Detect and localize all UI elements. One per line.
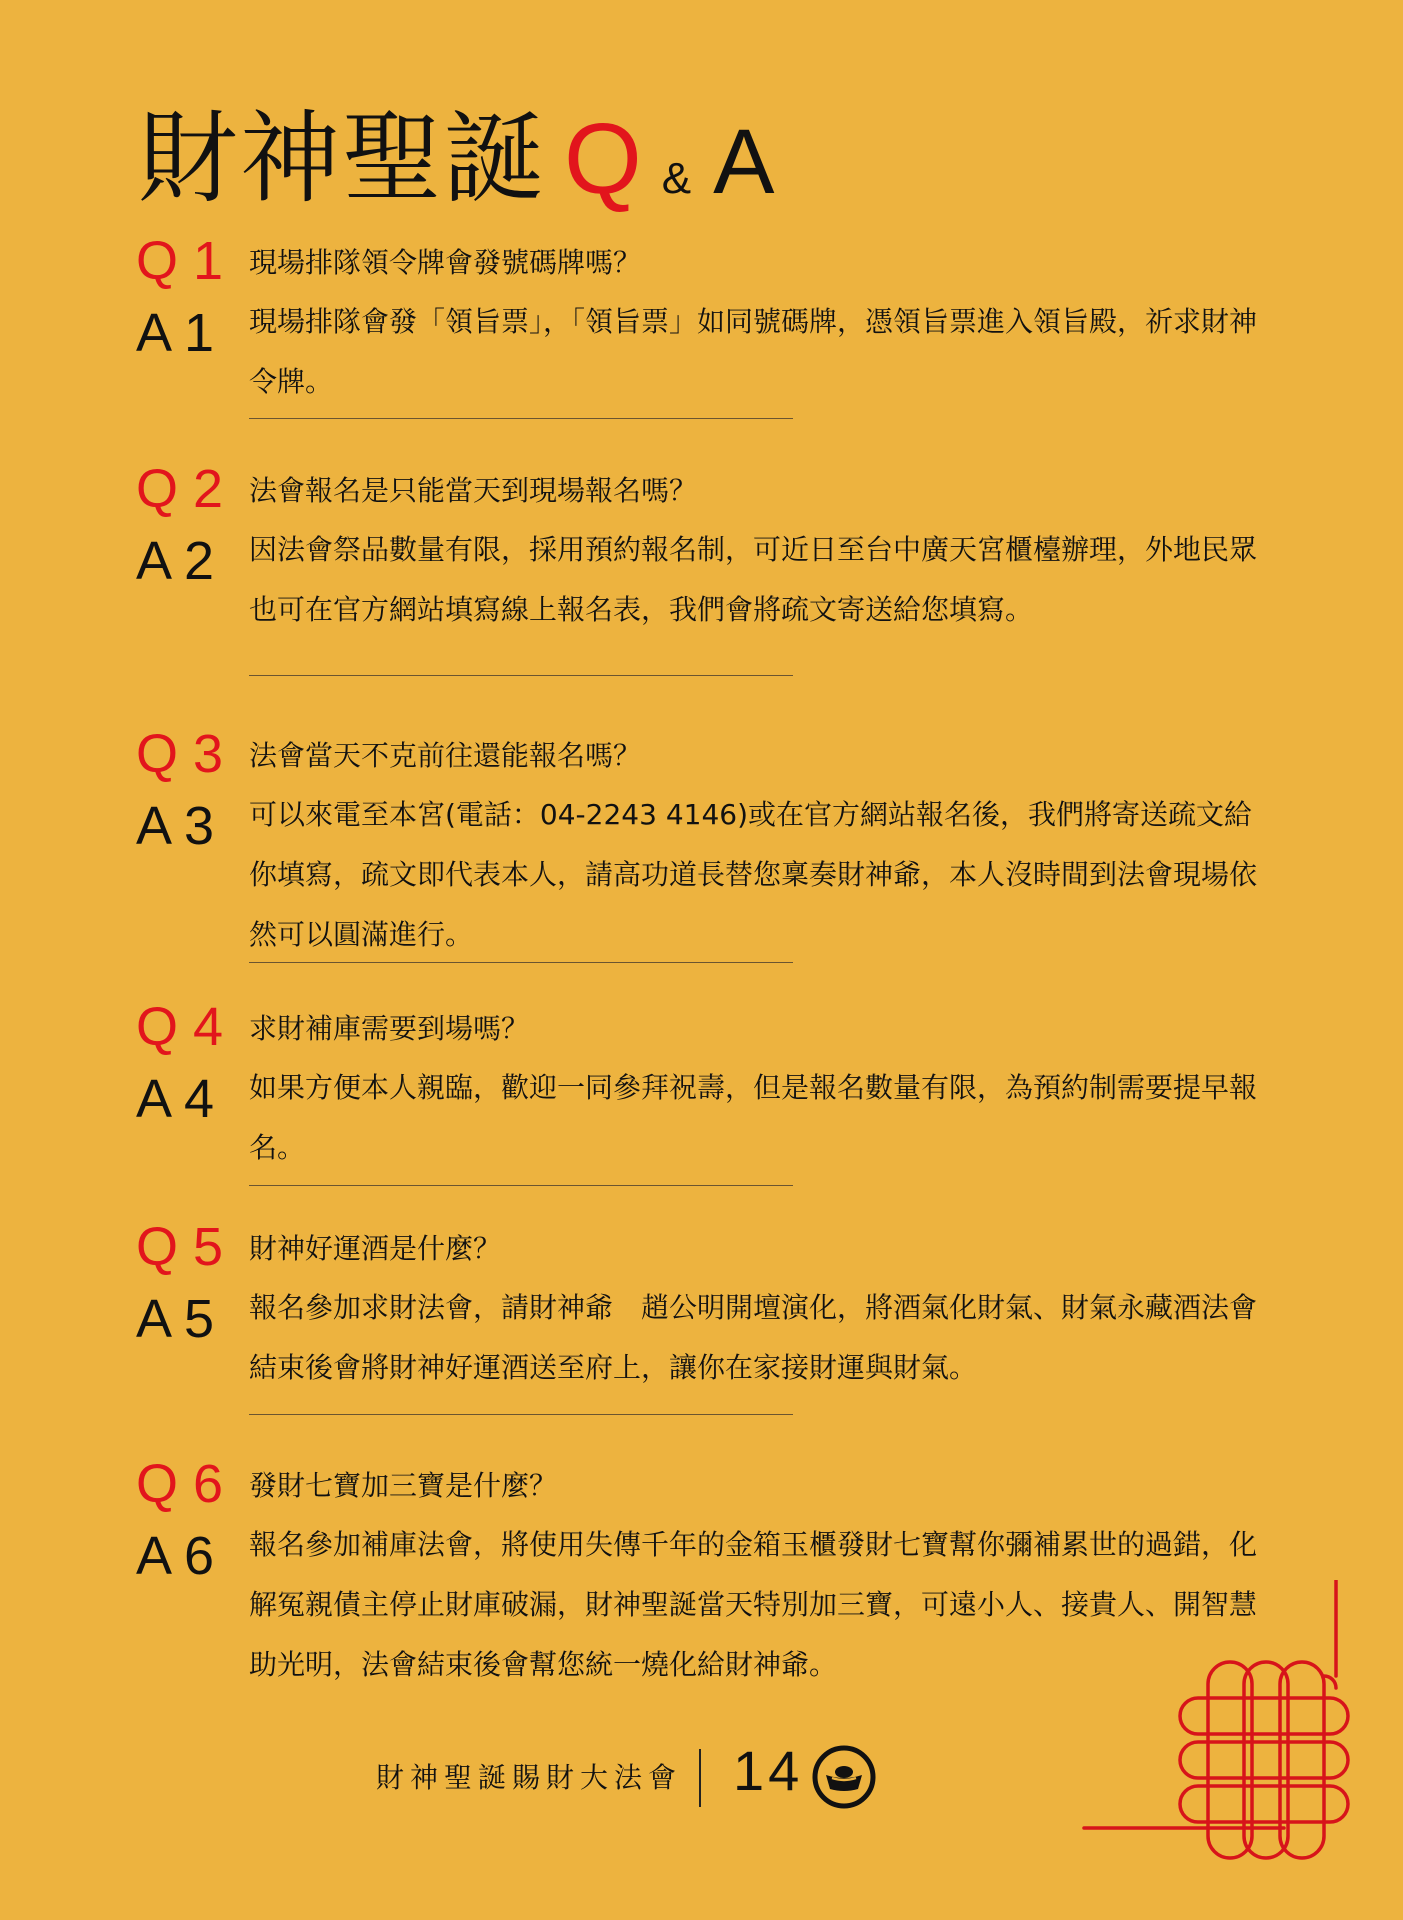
answer-text: 報名參加補庫法會，將使用失傳千年的金箱玉櫃發財七寶幫你彌補累世的過錯，化解冤親債主停止財庫破漏，財神聖誕當天特別加三寶，可遠小人、接貴人、開智慧助光明，法會結束後會幫您統一燒化給財神爺。 (249, 1528, 1258, 1681)
page-number: 14 (733, 1739, 804, 1802)
answer-label: A 3 (136, 796, 215, 856)
divider (249, 1185, 793, 1186)
question-label: Q 6 (136, 1454, 224, 1514)
question-text: 法會當天不克前往還能報名嗎？ (249, 739, 642, 772)
answer-label: A 2 (136, 531, 215, 591)
answer-label: A 1 (136, 303, 215, 363)
question-label: Q 1 (136, 231, 224, 291)
divider (249, 418, 793, 419)
title-q: Q (564, 103, 642, 215)
question-text: 發財七寶加三寶是什麼？ (249, 1469, 558, 1502)
title-amp: & (661, 154, 692, 203)
question-label: Q 2 (136, 459, 224, 519)
answer-text: 可以來電至本宮(電話：04-2243 4146)或在官方網站報名後，我們將寄送疏文給你填寫，疏文即代表本人，請高功道長替您稟奏財神爺，本人沒時間到法會現場依然可以圓滿進行。 (249, 798, 1258, 951)
question-label: Q 5 (136, 1217, 224, 1277)
answer-label: A 6 (136, 1526, 215, 1586)
page-title (138, 78, 775, 222)
question-text: 法會報名是只能當天到現場報名嗎？ (249, 474, 698, 507)
question-text: 求財補庫需要到場嗎？ (249, 1012, 530, 1045)
answer-text: 如果方便本人親臨，歡迎一同參拜祝壽，但是報名數量有限，為預約制需要提早報名。 (249, 1071, 1258, 1164)
answer-text: 報名參加求財法會，請財神爺 趙公明開壇演化，將酒氣化財氣、財氣永藏酒法會結束後會將財神好運酒送至府上，讓你在家接財運與財氣。 (249, 1291, 1258, 1384)
answer-label: A 4 (136, 1069, 215, 1129)
answer-label: A 5 (136, 1289, 215, 1349)
question-label: Q 4 (136, 997, 224, 1057)
divider (249, 675, 793, 676)
chinese-knot-icon (1080, 1580, 1380, 1880)
gold-ingot-icon (812, 1745, 876, 1809)
title-a: A (713, 111, 775, 213)
answer-text: 因法會祭品數量有限，採用預約報名制，可近日至台中廣天宮櫃檯辦理，外地民眾也可在官方網站填寫線上報名表，我們會將疏文寄送給您填寫。 (249, 533, 1258, 626)
title-chinese: 財神聖誕 (138, 100, 546, 217)
divider (249, 962, 793, 963)
answer-text: 現場排隊會發「領旨票」，「領旨票」如同號碼牌，憑領旨票進入領旨殿，祈求財神令牌。 (249, 305, 1258, 398)
question-text: 現場排隊領令牌會發號碼牌嗎？ (249, 246, 642, 279)
footer-event-name: 財神聖誕賜財大法會 (376, 1761, 683, 1794)
footer-divider (699, 1749, 701, 1807)
question-text: 財神好運酒是什麼？ (249, 1232, 502, 1265)
question-label: Q 3 (136, 724, 224, 784)
divider (249, 1414, 793, 1415)
